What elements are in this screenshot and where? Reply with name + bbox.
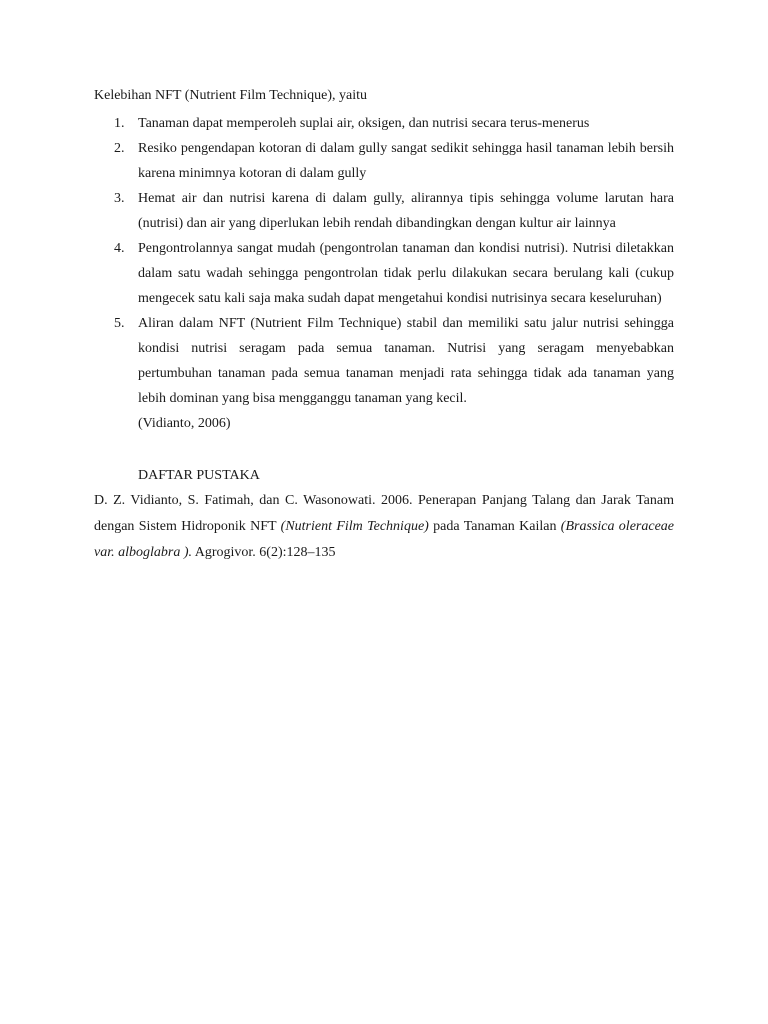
list-item-text: Pengontrolannya sangat mudah (pengontrolan tanaman dan kondisi nutrisi). Nutrisi diletakkan dalam satu wadah sehingga pengontrolan tidak perlu dilakukan secara berulang kali (cukup mengecek satu kali saja maka sudah dapat mengetahui kondisi nutrisinya secara keseluruhan)	[138, 241, 674, 306]
reference-text: D. Z. Vidianto, S. Fatimah, dan C. Wasonowati. 2006. Penerapan Panjang Talang dan Jarak Tanam dengan Sistem Hidroponik NFT	[94, 493, 674, 534]
intro-text: Kelebihan NFT (Nutrient Film Technique), yaitu	[94, 88, 368, 103]
list-item-text: Aliran dalam NFT (Nutrient Film Technique) stabil dan memiliki satu jalur nutrisi sehingga kondisi nutrisi seragam pada semua tanaman. Nutrisi yang seragam menyebabkan pertumbuhan tanaman pada semua tanaman menjadi rata sehingga tidak ada tanaman yang lebih dominan yang bisa mengganggu tanaman yang kecil.	[138, 316, 674, 406]
document-page	[94, 86, 674, 566]
list-item-text: Hemat air dan nutrisi karena di dalam gully, alirannya tipis sehingga volume larutan hara (nutrisi) dan air yang diperlukan lebih rendah dibandingkan dengan kultur air lainnya	[138, 191, 674, 231]
reference-italic-term: (Nutrient Film Technique)	[280, 519, 429, 534]
reference-journal: Agrogivor. 6(2):128–135	[192, 545, 336, 560]
references-heading: DAFTAR PUSTAKA	[138, 468, 260, 483]
list-item	[94, 236, 674, 311]
list-item	[94, 136, 674, 186]
advantages-list	[94, 111, 674, 411]
reference-species-name: (Brassica oleraceae var. alboglabra ).	[94, 519, 674, 560]
list-item-number: 4.	[114, 241, 125, 256]
list-item	[94, 311, 674, 411]
reference-text: pada Tanaman Kailan	[428, 519, 561, 534]
list-item-number: 1.	[114, 116, 125, 131]
list-item-number: 5.	[114, 316, 125, 331]
citation: (Vidianto, 2006)	[138, 416, 231, 431]
list-item-text: Tanaman dapat memperoleh suplai air, oksigen, dan nutrisi secara terus-menerus	[138, 116, 590, 131]
list-item	[94, 111, 674, 136]
list-item-text: Resiko pengendapan kotoran di dalam gully sangat sedikit sehingga hasil tanaman lebih bersih karena minimnya kotoran di dalam gully	[138, 141, 674, 181]
list-item-number: 3.	[114, 191, 125, 206]
list-item-number: 2.	[114, 141, 125, 156]
list-item	[94, 186, 674, 236]
reference-entry	[94, 488, 674, 566]
